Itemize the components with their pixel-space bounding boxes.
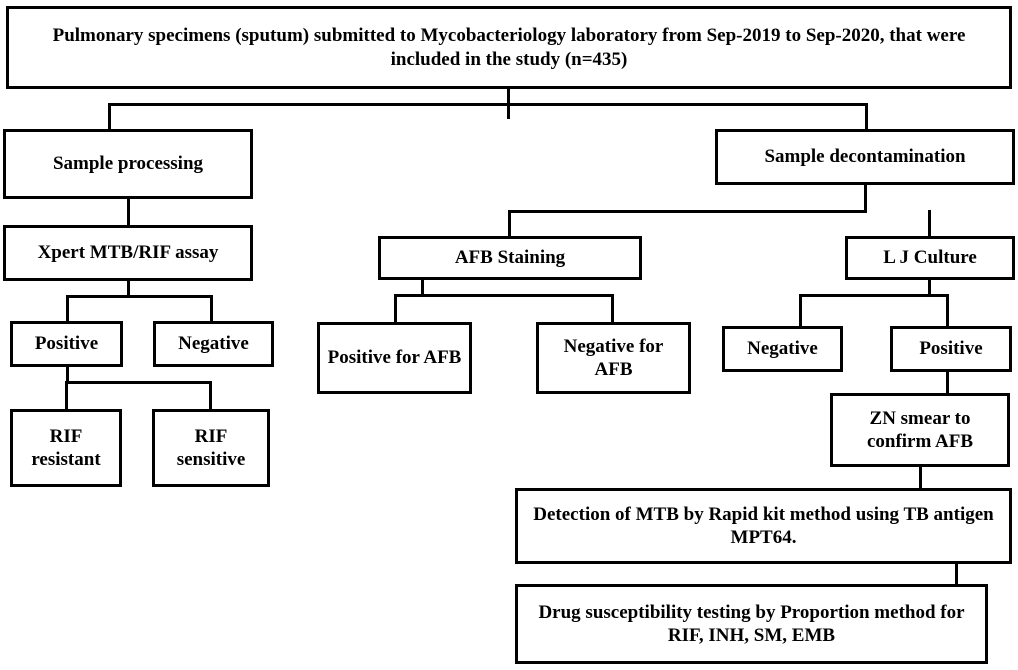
node-zn-smear xyxy=(830,393,1010,467)
connector-afb-down xyxy=(421,280,424,294)
node-zn-smear-label: ZN smear to confirm AFB xyxy=(866,407,974,452)
node-rapid-kit xyxy=(515,488,1012,564)
node-afb-staining xyxy=(378,236,642,280)
node-rif-sensitive-label: RIF sensitive xyxy=(176,425,246,470)
node-xpert-positive xyxy=(10,321,123,367)
connector-xpertpos-down xyxy=(66,367,69,381)
node-lj-culture-label: L J Culture xyxy=(883,247,977,269)
connector-processing-to-xpert xyxy=(127,199,130,225)
connector-to-rif-sensitive xyxy=(209,381,212,409)
connector-level1-bus xyxy=(108,103,868,106)
node-sample-decontamination xyxy=(715,129,1015,185)
node-xpert-positive-label: Positive xyxy=(34,333,99,355)
node-root xyxy=(6,6,1012,89)
connector-afb-bus xyxy=(394,294,613,297)
connector-afb-to-positive xyxy=(394,294,397,322)
connector-zn-to-rapidkit xyxy=(919,467,922,488)
connector-decon-to-lj xyxy=(928,210,931,236)
node-xpert-negative xyxy=(153,321,274,367)
node-lj-negative xyxy=(722,326,843,372)
connector-rif-bus xyxy=(65,381,212,384)
connector-ljpos-to-zn xyxy=(946,372,949,393)
node-sample-decontamination-label: Sample decontamination xyxy=(764,146,966,168)
connector-decon-to-afb xyxy=(508,210,511,236)
connector-lj-to-negative xyxy=(799,294,802,326)
connector-lj-to-positive xyxy=(946,294,949,326)
connector-xpert-to-positive xyxy=(66,295,69,321)
node-dst-label: Drug susceptibility testing by Proportion method for RIF, INH, SM, EMB xyxy=(538,601,965,646)
node-afb-staining-label: AFB Staining xyxy=(454,247,566,269)
node-sample-processing xyxy=(3,129,253,199)
connector-root-down xyxy=(507,89,510,103)
node-rif-resistant xyxy=(10,409,122,487)
node-xpert xyxy=(3,225,253,281)
node-root-label: Pulmonary specimens (sputum) submitted to Mycobacteriology laboratory from Sep-2019 to Sep-2020, that were included in the study (n=435) xyxy=(52,25,966,70)
connector-lj-bus xyxy=(799,294,949,297)
node-xpert-label: Xpert MTB/RIF assay xyxy=(37,242,219,264)
connector-rapidkit-to-dst xyxy=(955,564,958,584)
node-lj-positive xyxy=(890,326,1012,372)
connector-afb-to-negative xyxy=(611,294,614,322)
node-rapid-kit-label: Detection of MTB by Rapid kit method using TB antigen MPT64. xyxy=(533,503,994,548)
connector-lj-down xyxy=(928,280,931,294)
connector-level1-left xyxy=(108,103,111,129)
connector-level1-mid xyxy=(507,103,510,119)
node-afb-negative-label: Negative for AFB xyxy=(563,335,664,380)
connector-xpert-bus xyxy=(66,295,213,298)
node-afb-negative xyxy=(536,322,691,394)
node-rif-sensitive xyxy=(152,409,270,487)
node-xpert-negative-label: Negative xyxy=(178,333,249,355)
connector-to-rif-resistant xyxy=(65,381,68,409)
connector-xpert-down xyxy=(127,281,130,295)
connector-level1-right xyxy=(865,103,868,129)
node-afb-positive xyxy=(317,322,472,394)
node-sample-processing-label: Sample processing xyxy=(52,153,204,175)
node-lj-culture xyxy=(845,236,1015,280)
node-lj-negative-label: Negative xyxy=(747,338,818,360)
node-rif-resistant-label: RIF resistant xyxy=(31,425,101,470)
connector-xpert-to-negative xyxy=(210,295,213,321)
node-lj-positive-label: Positive xyxy=(919,338,983,360)
connector-decon-bus xyxy=(508,210,867,213)
node-afb-positive-label: Positive for AFB xyxy=(327,347,462,369)
node-dst xyxy=(515,584,988,664)
connector-decon-down xyxy=(864,185,867,210)
